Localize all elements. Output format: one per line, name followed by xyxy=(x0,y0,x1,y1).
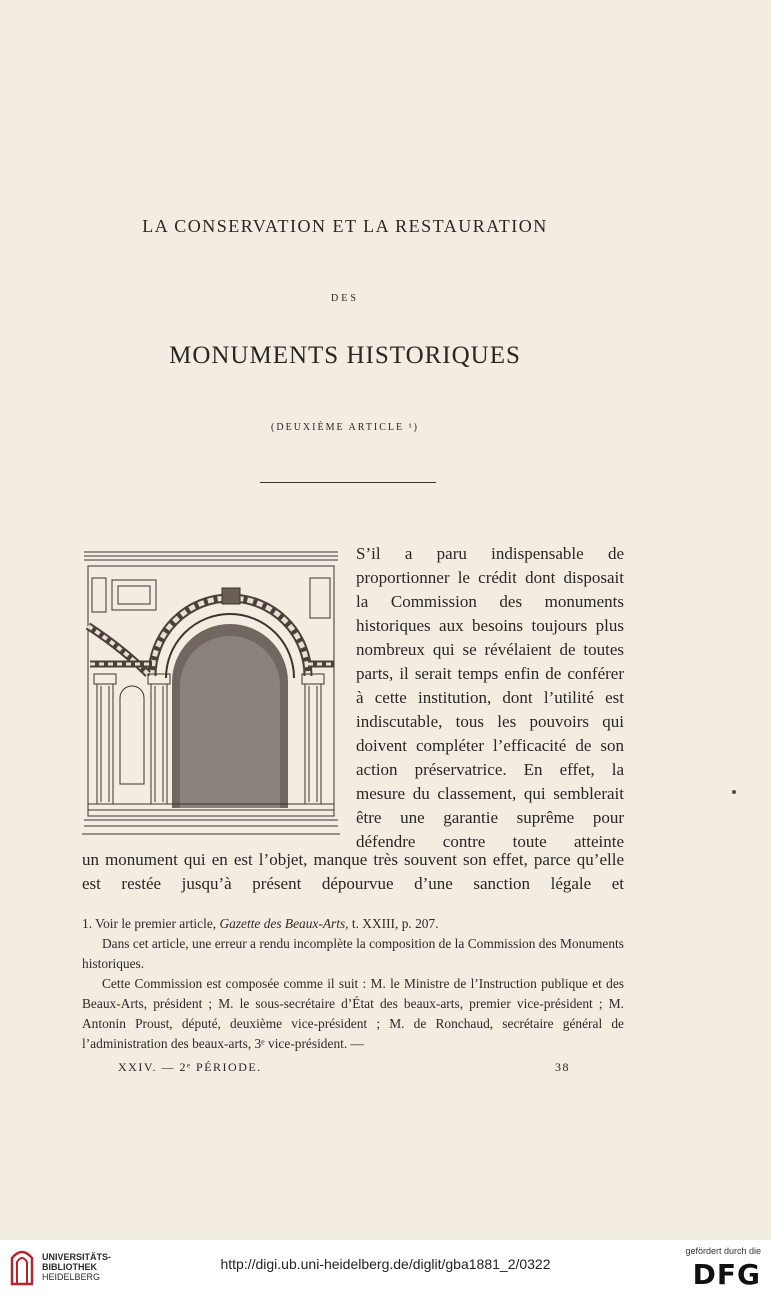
article-title-line1: LA CONSERVATION ET LA RESTAURATION xyxy=(142,216,548,236)
dfg-logo: DFG xyxy=(692,1258,761,1291)
footnote-2: Dans cet article, une erreur a rendu incomplète la composition de la Commission des Monuments historiques. xyxy=(82,936,624,971)
body-text-side: a paru indispensable de proportionner le crédit dont disposait la Commission des monuments historiques aux besoins toujours plus nombreux qui se révélaient de toutes parts, il serait temps enfin de conférer à cette institution, dont l’utilité est indiscutable, tous les pouvoirs qui doivent compléter l’efficacité de son action préservatrice. En effet, la mesure du classement, qui semblerait être une garantie suprême pour défendre contre toute atteinte xyxy=(356,544,624,851)
drop-word: S’il xyxy=(356,544,381,563)
uni-line-2: BIBLIOTHEK xyxy=(42,1262,97,1272)
body-paragraph-side xyxy=(356,542,624,854)
footnotes xyxy=(82,914,624,1054)
title-rule xyxy=(260,482,436,483)
footnote-1 xyxy=(82,914,624,934)
article-title-line2: DES xyxy=(331,293,359,304)
article-subtitle: (DEUXIÈME ARTICLE ¹) xyxy=(271,422,419,433)
body-paragraph-full: un monument qui en est l’objet, manque très souvent son effet, parce qu’elle est restée jusqu’à présent dépourvue d’une sanction légale et xyxy=(82,850,624,893)
footnote-1-suffix: t. XXIII, p. 207. xyxy=(348,916,439,931)
footnote-1-journal: Gazette des Beaux-Arts, xyxy=(219,916,349,931)
footnote-1-prefix: 1. Voir le premier article, xyxy=(82,916,220,931)
uni-line-1: UNIVERSITÄTS- xyxy=(42,1252,112,1262)
viewer-footer-bar xyxy=(0,1240,771,1296)
uni-line-3: HEIDELBERG xyxy=(42,1272,101,1282)
signature-mark: XXIV. — 2ᵉ PÉRIODE. xyxy=(118,1060,262,1074)
funding-label: gefördert durch die xyxy=(685,1246,761,1256)
page-number: 38 xyxy=(555,1060,570,1074)
footnote-3: Cette Commission est composée comme il suit : M. le Ministre de l’Instruction publique et des Beaux-Arts, président ; M. le sous-secrétaire d’État des beaux-arts, premier vice-président ; M. Antonin Proust, député, deuxième vice-président ; M. de Ronchaud, secrétaire général de l’administration des beaux-arts, 3ᵉ vice-président. — xyxy=(82,976,624,1051)
arch-illustration xyxy=(82,548,340,838)
page-footer xyxy=(118,1060,570,1075)
article-title-main: MONUMENTS HISTORIQUES xyxy=(169,342,521,369)
margin-speck xyxy=(732,790,736,794)
permalink-url[interactable]: http://digi.ub.uni-heidelberg.de/diglit/gba1881_2/0322 xyxy=(220,1256,551,1272)
